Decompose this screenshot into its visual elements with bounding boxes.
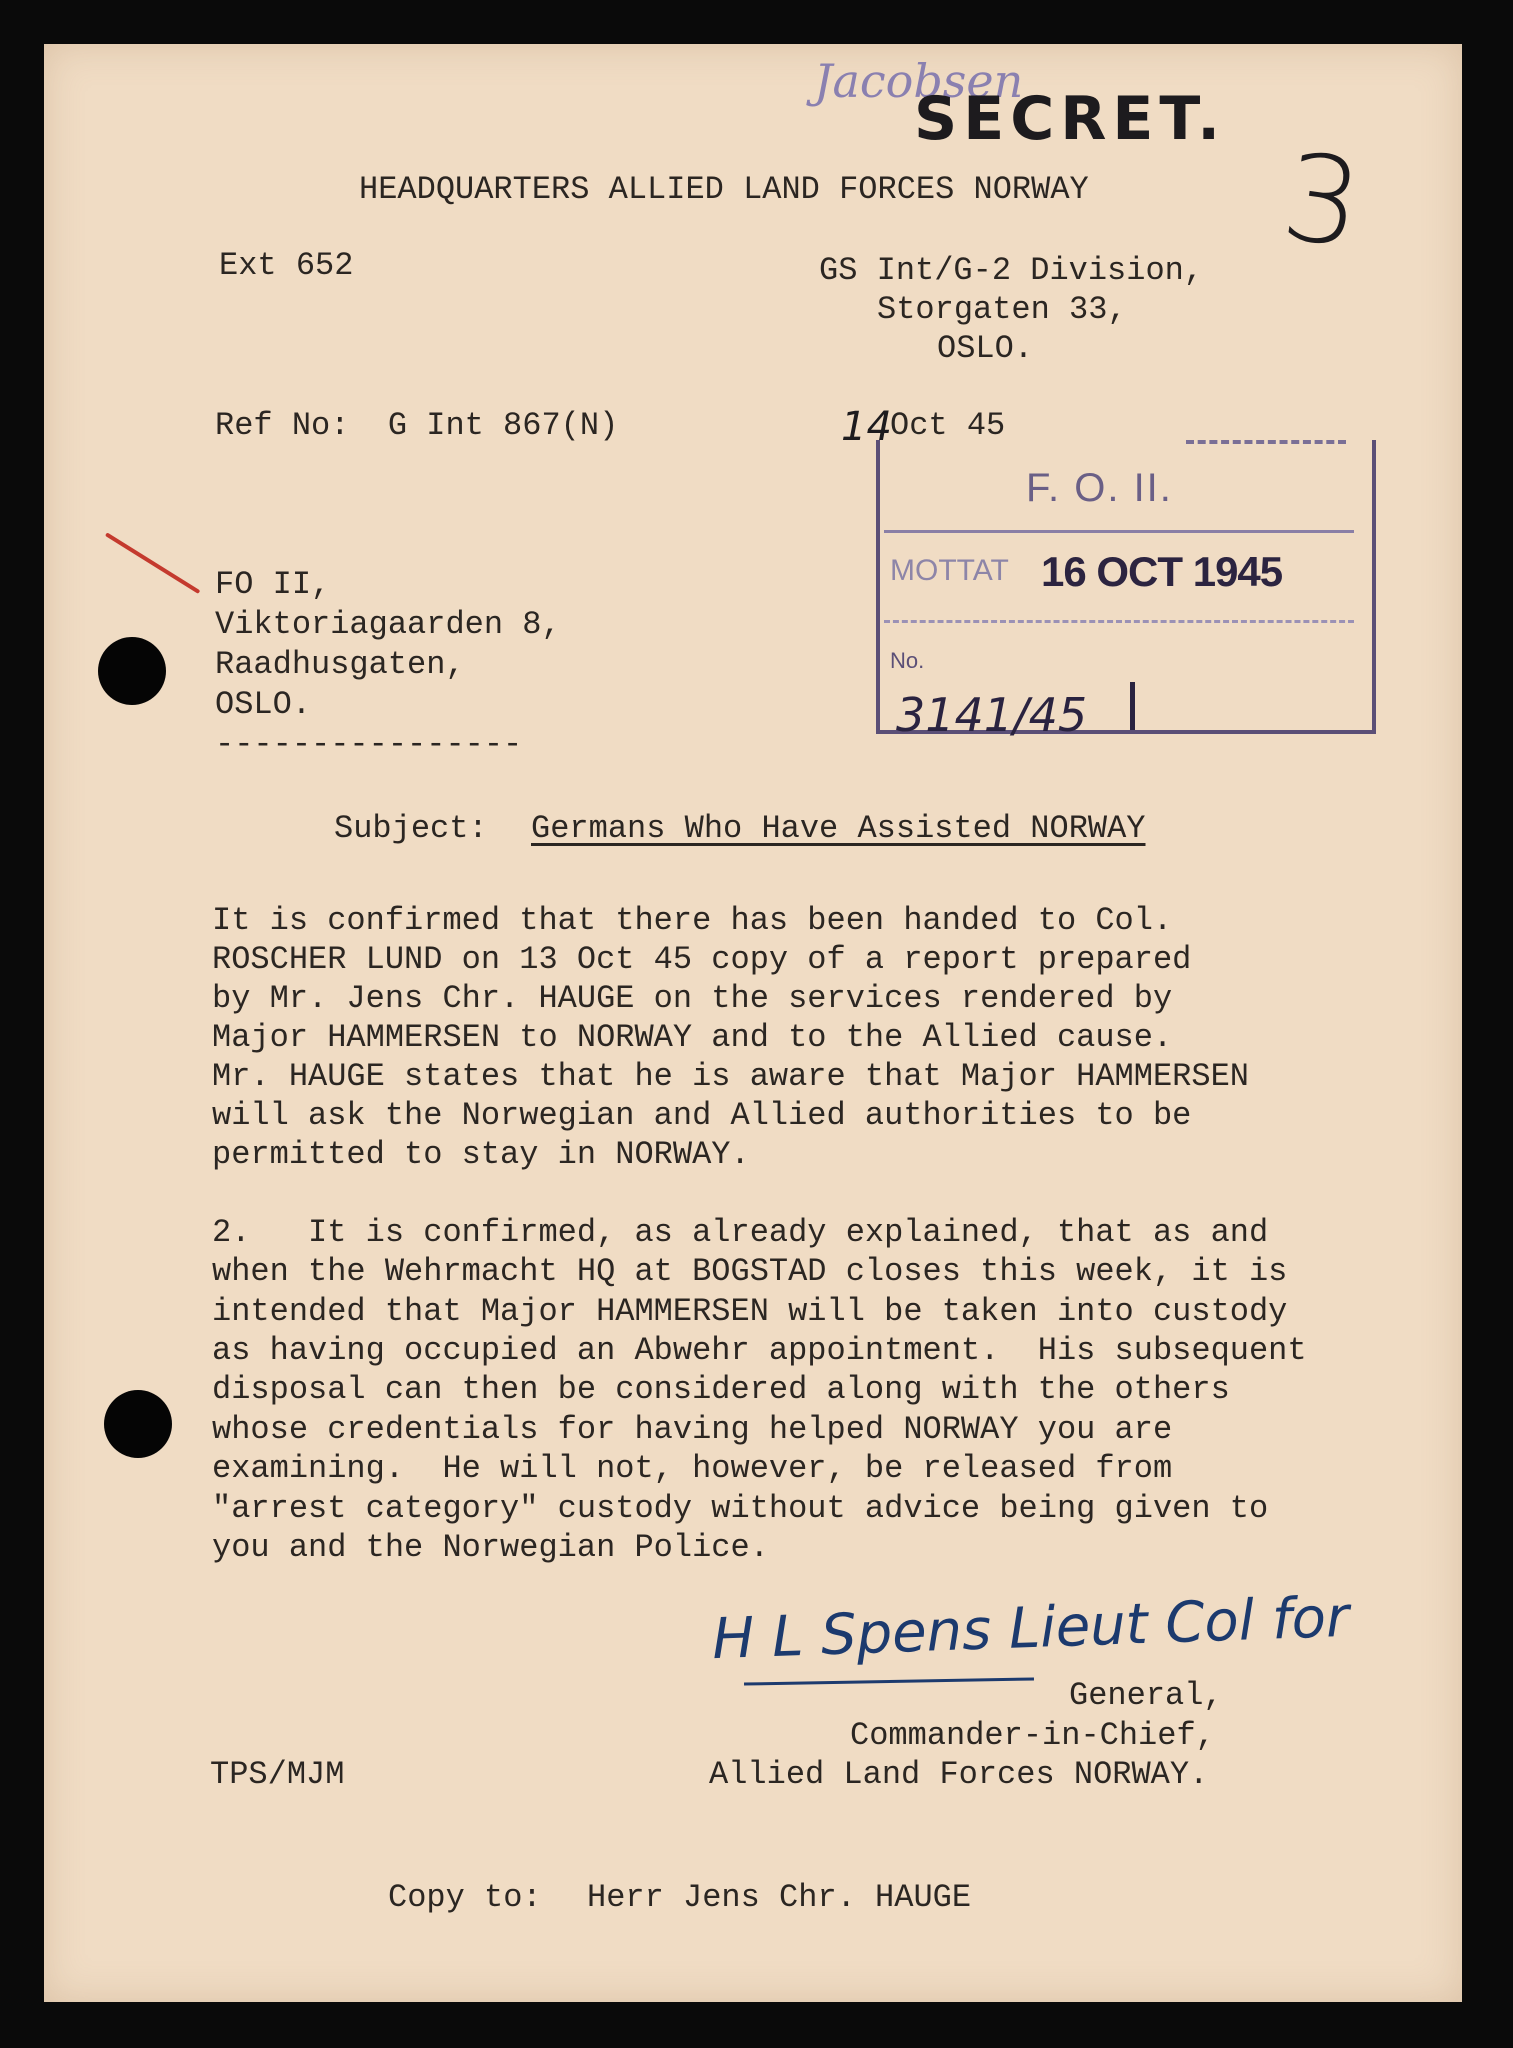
paragraph-2-line: whose credentials for having helped NORWAY you are: [212, 1411, 1173, 1448]
date-day-handwritten: 14: [841, 404, 892, 450]
paragraph-2-line: 2. It is confirmed, as already explained, that as and: [212, 1214, 1269, 1251]
page-title: HEADQUARTERS ALLIED LAND FORCES NORWAY: [359, 171, 1089, 208]
reference-number: Ref No: G Int 867(N): [215, 407, 619, 444]
recipient-line-3: Raadhusgaten,: [215, 646, 465, 683]
paragraph-1-line: Mr. HAUGE states that he is aware that Major HAMMERSEN: [212, 1058, 1249, 1095]
paragraph-2-line: "arrest category" custody without advice being given to: [212, 1490, 1269, 1527]
paragraph-2-line: disposal can then be considered along with the others: [212, 1371, 1230, 1408]
recipient-line-2: Viktoriagaarden 8,: [215, 606, 561, 643]
recipient-line-4: OSLO.: [215, 686, 312, 723]
page-number-mark: 3: [1274, 127, 1370, 276]
paragraph-2-line: examining. He will not, however, be released from: [212, 1450, 1173, 1487]
recipient-rule: ----------------: [215, 726, 523, 763]
red-pencil-mark: [105, 532, 200, 594]
sender-address-line-3: OSLO.: [937, 330, 1034, 367]
stamp-office: F. O. II.: [1026, 466, 1173, 510]
extension-number: Ext 652: [219, 247, 354, 284]
subject-text: Germans Who Have Assisted NORWAY: [531, 810, 1146, 847]
stamp-divider-2: [884, 620, 1354, 623]
stamp-received-label: MOTTAT: [890, 554, 1009, 587]
stamp-received-date: 16 OCT 1945: [1041, 548, 1283, 595]
signature-block-line-1: General,: [1069, 1677, 1223, 1714]
signature-block-line-2: Commander-in-Chief,: [850, 1717, 1215, 1754]
signature-underline: [744, 1677, 1034, 1685]
pencil-annotation: Jacobsen: [814, 54, 1024, 108]
copy-to-value: Herr Jens Chr. HAUGE: [587, 1879, 972, 1916]
received-stamp: [876, 420, 1376, 742]
paragraph-1-line: by Mr. Jens Chr. HAUGE on the services rendered by: [212, 980, 1173, 1017]
paragraph-1-line: ROSCHER LUND on 13 Oct 45 copy of a report prepared: [212, 941, 1192, 978]
subject-label: Subject:: [334, 810, 488, 847]
binder-hole-top: [98, 637, 166, 705]
signature: H L Spens Lieut Col for: [711, 1584, 1351, 1673]
stamp-number-label: No.: [890, 648, 925, 673]
paragraph-2-line: as having occupied an Abwehr appointment. His subsequent: [212, 1332, 1307, 1369]
date-month-year: Oct 45: [890, 407, 1006, 444]
classification-mark: SECRET.: [914, 84, 1227, 154]
typist-initials: TPS/MJM: [210, 1756, 345, 1793]
document-page: [44, 44, 1462, 2002]
recipient-line-1: FO II,: [215, 566, 331, 603]
paragraph-1-line: will ask the Norwegian and Allied authorities to be: [212, 1097, 1192, 1134]
stamp-divider: [884, 530, 1354, 533]
paragraph-1-line: permitted to stay in NORWAY.: [212, 1136, 750, 1173]
stamp-number: 3141/45: [896, 688, 1088, 742]
stamp-number-bar: [1130, 682, 1135, 730]
paragraph-1-line: Major HAMMERSEN to NORWAY and to the Allied cause.: [212, 1019, 1173, 1056]
copy-to-label: Copy to:: [388, 1879, 542, 1916]
binder-hole-bottom: [104, 1390, 172, 1458]
paragraph-1-line: It is confirmed that there has been handed to Col.: [212, 902, 1173, 939]
stamp-top-rule: [1186, 440, 1346, 444]
paragraph-2-line: when the Wehrmacht HQ at BOGSTAD closes this week, it is: [212, 1253, 1288, 1290]
paragraph-2-line: you and the Norwegian Police.: [212, 1529, 769, 1566]
signature-block-line-3: Allied Land Forces NORWAY.: [709, 1756, 1209, 1793]
sender-address-line-1: GS Int/G-2 Division,: [819, 252, 1204, 289]
sender-address-line-2: Storgaten 33,: [877, 291, 1127, 328]
paragraph-2-line: intended that Major HAMMERSEN will be taken into custody: [212, 1293, 1288, 1330]
